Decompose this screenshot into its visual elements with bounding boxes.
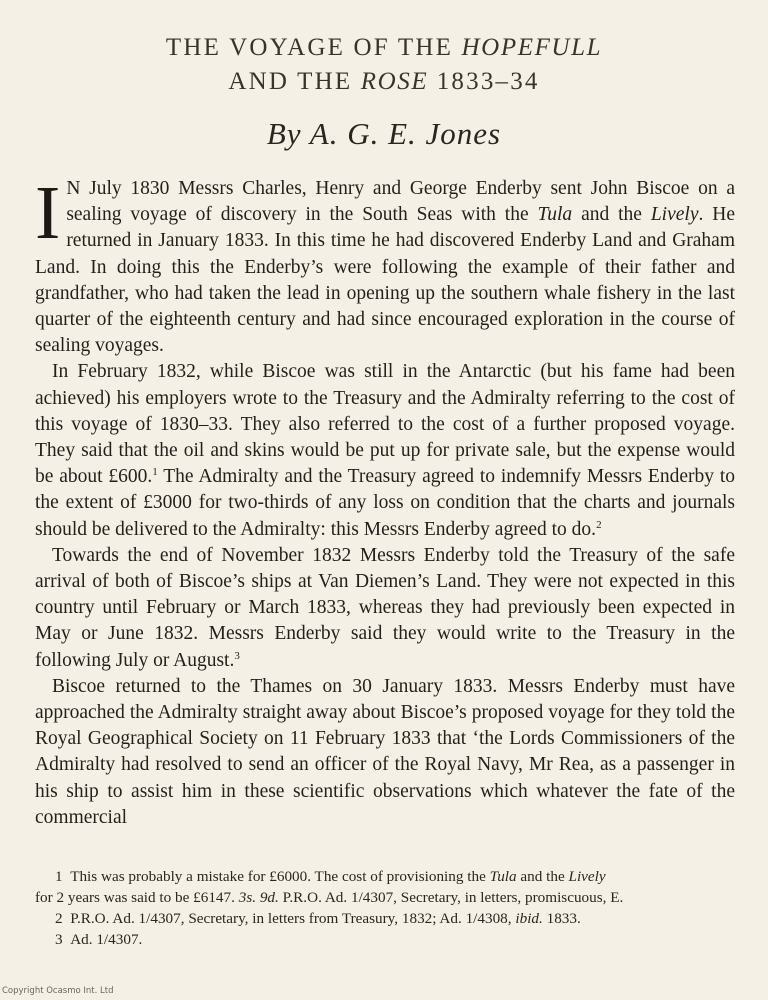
footnote-1-continued — [35, 887, 735, 908]
footnote-number: 3 — [55, 931, 63, 948]
footnote-text: 1833. — [542, 910, 581, 927]
copyright-watermark: Copyright Ocasmo Int. Ltd — [2, 986, 114, 996]
footnote-3 — [35, 929, 735, 950]
footnote-ref-1: 1 — [152, 466, 158, 479]
paragraph-1 — [35, 171, 735, 359]
ship-name-rose: ROSE — [360, 68, 429, 95]
footnote-number: 2 — [55, 910, 63, 927]
paragraph-text: N July 1830 Messrs Charles, Henry and George Enderby sent John Biscoe on a sealing voyage of discovery in the South Seas with the — [66, 178, 735, 226]
paragraph-text: In February 1832, while Biscoe was still in the Antarctic (but his fame had been achieved) his employers wrote to the Treasury and the Admiralty referring to the cost of this voyage of 1830–33. They also referred to the cost of a further proposed voyage. They said that the oil and skins would be put up for private sale, but the expense would be about £600. — [35, 361, 735, 488]
author-byline: By A. G. E. Jones — [266, 116, 502, 151]
paragraph-2 — [35, 359, 735, 542]
drop-cap: I — [35, 171, 61, 255]
title-line1-prefix: THE VOYAGE OF THE — [165, 34, 454, 61]
title-line2-prefix: AND THE — [228, 68, 353, 95]
article-body — [35, 171, 735, 831]
ship-name-tula: Tula — [489, 868, 517, 885]
paragraph-text: Towards the end of November 1832 Messrs Enderby told the Treasury of the safe arrival of both of Biscoe’s ships at Van Diemen’s Land. They were not expected in this country until February or March 1833, whereas they had previously been expected in May or June 1832. Messrs Enderby said they would write to the Treasury in the following July or August. — [35, 544, 735, 671]
footnote-ref-3: 3 — [234, 649, 240, 662]
ship-name-lively: Lively — [568, 868, 606, 885]
footnote-amount: 3s. 9d. — [238, 889, 279, 906]
paragraph-text: and the — [572, 204, 651, 226]
ship-name-hopefull: HOPEFULL — [461, 34, 603, 61]
footnote-text: This was probably a mistake for £6000. The cost of provisioning the — [70, 868, 490, 885]
footnote-number: 1 — [55, 868, 63, 885]
footnote-text: for 2 years was said to be £6147. — [35, 889, 239, 906]
footnotes — [35, 866, 735, 950]
paragraph-text: . He returned in January 1833. In this time he had discovered Enderby Land and Graham Land. In doing this the Enderby’s were following the example of their father and grandfather, who had taken the lead in opening up the southern whale fishery in the last quarter of the eighteenth century and had since encouraged exploration in the course of sealing voyages. — [35, 204, 735, 357]
paragraph-text: Biscoe returned to the Thames on 30 January 1833. Messrs Enderby must have approached the Admiralty straight away about Biscoe’s proposed voyage for they told the Royal Geographical Society on 11 February 1833 that ‘the Lords Commissioners of the Admiralty had resolved to send an officer of the Royal Navy, Mr Rea, as a passenger in his ship to assist him in these scientific observations which whatever the fate of the commercial — [35, 675, 735, 828]
footnote-ibid: ibid. — [515, 910, 543, 927]
footnote-1 — [35, 866, 735, 887]
ship-name-lively: Lively — [650, 204, 699, 226]
article-title-line-1 — [0, 34, 768, 62]
footnote-text: P.R.O. Ad. 1/4307, Secretary, in letters, promiscuous, E. — [278, 889, 624, 906]
paragraph-4 — [35, 674, 735, 831]
footnote-text: and the — [516, 868, 569, 885]
paragraph-text: The Admiralty and the Treasury agreed to indemnify Messrs Enderby to the extent of £3000 for two-thirds of any loss on condition that the charts and journals should be delivered to the Admiralty: this Messrs Enderby agreed to do. — [35, 466, 735, 540]
footnote-text: Ad. 1/4307. — [70, 931, 143, 948]
footnote-text: P.R.O. Ad. 1/4307, Secretary, in letters from Treasury, 1832; Ad. 1/4308, — [70, 910, 516, 927]
article-title-line-2 — [0, 68, 768, 96]
footnote-2 — [35, 908, 735, 929]
title-years: 1833–34 — [436, 68, 540, 95]
ship-name-tula: Tula — [537, 204, 573, 226]
footnote-ref-2: 2 — [596, 518, 602, 531]
paragraph-3 — [35, 543, 735, 674]
